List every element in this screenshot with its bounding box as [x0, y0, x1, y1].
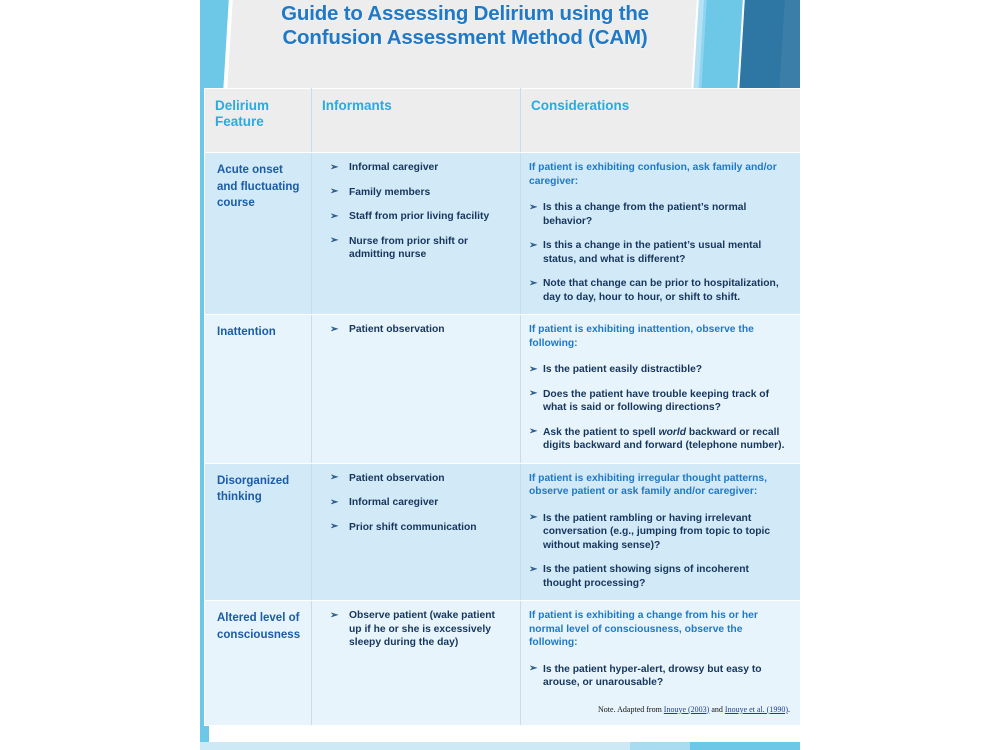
list-item: [320, 472, 510, 486]
source-note: [529, 704, 790, 715]
arrow-bullet-icon: ➢: [330, 521, 339, 532]
considerations-cell: [521, 601, 801, 726]
list-item-label: Staff from prior living facility: [349, 211, 490, 222]
list-item-label: Informal caregiver: [349, 162, 439, 173]
list-item-label: Is the patient hyper-alert, drowsy but easy to arouse, or unarousable?: [543, 663, 762, 688]
considerations-lead: If patient is exhibiting inattention, observe the following:: [529, 324, 754, 349]
list-item-label: Family members: [349, 186, 431, 198]
list-item-label: Observe patient (wake patient up if he or she is excessively sleepy during the day): [349, 610, 495, 648]
arrow-bullet-icon: ➢: [529, 426, 538, 437]
arrow-bullet-icon: ➢: [330, 496, 339, 508]
table-row: [205, 153, 801, 315]
slide-canvas: [200, 0, 800, 750]
arrow-bullet-icon: ➢: [529, 563, 538, 575]
list-item: [529, 201, 790, 228]
list-item-label: Is this a change in the patient’s usual mental status, and what is different?: [543, 240, 762, 265]
list-item: [529, 663, 790, 690]
column-header-delirium-feature: Delirium Feature: [205, 89, 312, 153]
list-item: [529, 563, 790, 590]
arrow-bullet-icon: ➢: [330, 186, 339, 197]
list-item-label-italicized: Ask the patient to spell world backward or recall digits backward and forward (telephone number).: [543, 426, 785, 451]
note-link-inouye-etal-1990[interactable]: Inouye et al. (1990): [724, 704, 788, 714]
considerations-lead: If patient is exhibiting irregular thought patterns, observe patient or ask family and/or caregiver:: [529, 472, 767, 497]
informants-list: [320, 161, 510, 262]
informants-cell: [312, 463, 521, 601]
arrow-bullet-icon: ➢: [330, 472, 339, 483]
feature-cell: Acute onset and fluctuating course: [205, 153, 312, 315]
arrow-bullet-icon: ➢: [330, 235, 339, 246]
arrow-bullet-icon: ➢: [529, 388, 538, 399]
feature-cell: Disorganized thinking: [205, 463, 312, 601]
arrow-bullet-icon: ➢: [529, 663, 538, 674]
title-banner: [200, 0, 800, 88]
list-item: [529, 512, 790, 553]
cam-table: [204, 88, 800, 726]
considerations-list: [529, 201, 790, 304]
bottom-accent-strip-right: [690, 742, 800, 750]
column-header-informants: Informants: [312, 89, 521, 153]
informants-cell: [312, 315, 521, 464]
considerations-lead: If patient is exhibiting a change from his or her normal level of consciousness, observe the following:: [529, 610, 758, 648]
list-item-label: Is the patient showing signs of incoherent thought processing?: [543, 564, 749, 589]
list-item-label: Note that change can be prior to hospitalization, day to day, hour to hour, or shift to shift.: [543, 278, 779, 303]
table-row: [205, 463, 801, 601]
arrow-bullet-icon: ➢: [330, 161, 339, 173]
arrow-bullet-icon: ➢: [529, 512, 538, 523]
informants-list: [320, 323, 510, 337]
list-item-label: Is the patient rambling or having irrelevant conversation (e.g., jumping from topic to topic without making sense)?: [543, 512, 771, 551]
informants-list: [320, 472, 510, 535]
table-row: [205, 315, 801, 464]
note-link-inouye-2003[interactable]: Inouye (2003): [663, 704, 710, 714]
list-item: [320, 323, 510, 337]
note-middle: and: [709, 704, 725, 714]
list-item-label: Nurse from prior shift or admitting nurse: [349, 235, 468, 260]
list-item-label: Patient observation: [349, 324, 445, 335]
informants-cell: [312, 153, 521, 315]
page-title: Guide to Assessing Delirium using the Confusion Assessment Method (CAM): [281, 2, 649, 49]
list-item-label: Informal caregiver: [349, 497, 439, 508]
considerations-lead: If patient is exhibiting confusion, ask family and/or caregiver:: [529, 162, 777, 187]
list-item: [320, 161, 510, 175]
list-item: [320, 210, 510, 224]
table-header-row: [205, 89, 801, 153]
table-body: [205, 153, 801, 726]
list-item: [320, 186, 510, 200]
considerations-cell: [521, 153, 801, 315]
considerations-cell: [521, 315, 801, 464]
list-item: [320, 609, 510, 650]
arrow-bullet-icon: ➢: [529, 201, 538, 213]
arrow-bullet-icon: ➢: [330, 609, 339, 621]
arrow-bullet-icon: ➢: [529, 277, 538, 289]
column-header-considerations: Considerations: [521, 89, 801, 153]
list-item: [320, 521, 510, 535]
considerations-list: [529, 663, 790, 690]
list-item: [529, 239, 790, 266]
informants-cell: [312, 601, 521, 726]
list-item: [529, 277, 790, 304]
list-item-label: Is this a change from the patient’s normal behavior?: [543, 202, 747, 227]
bottom-accent-strip-mid: [630, 742, 690, 750]
table-header: [205, 89, 801, 153]
list-item: [529, 363, 790, 377]
feature-cell: Altered level of consciousness: [205, 601, 312, 726]
note-prefix: Note. Adapted from: [598, 704, 664, 714]
table-row: [205, 601, 801, 726]
arrow-bullet-icon: ➢: [529, 363, 538, 375]
list-item: [529, 426, 790, 453]
list-item: [320, 496, 510, 510]
list-item-label: Prior shift communication: [349, 521, 477, 533]
arrow-bullet-icon: ➢: [529, 239, 538, 251]
informants-list: [320, 609, 510, 650]
list-item: [320, 235, 510, 262]
note-suffix: .: [788, 704, 790, 714]
feature-cell: Inattention: [205, 315, 312, 464]
list-item-label: Is the patient easily distractible?: [543, 364, 703, 375]
considerations-cell: [521, 463, 801, 601]
arrow-bullet-icon: ➢: [330, 323, 339, 335]
list-item-label: Patient observation: [349, 472, 445, 484]
list-item: [529, 388, 790, 415]
considerations-list: [529, 363, 790, 453]
list-item-label: Does the patient have trouble keeping track of what is said or following directions?: [543, 388, 770, 413]
considerations-list: [529, 512, 790, 591]
arrow-bullet-icon: ➢: [330, 210, 339, 222]
